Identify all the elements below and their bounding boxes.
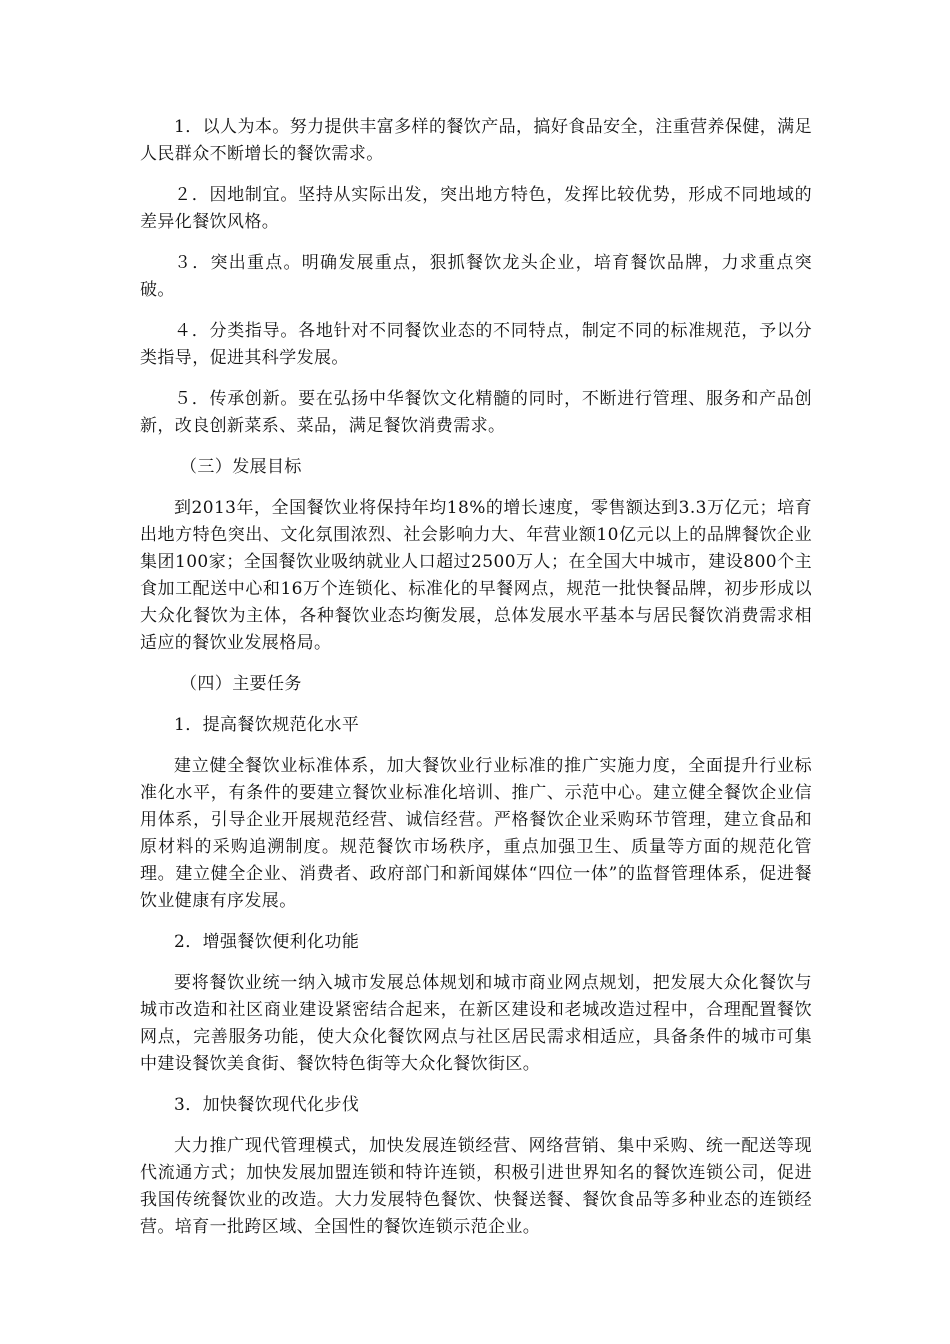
- goals-paragraph: 到2013年，全国餐饮业将保持年均18%的增长速度，零售额达到3.3万亿元；培育出地方特色突出、文化氛围浓烈、社会影响力大、年营业额10亿元以上的品牌餐饮企业集团100家；全国餐饮业吸纳就业人口超过2500万人；在全国大中城市，建设800个主食加工配送中心和16万个连锁化、标准化的早餐网点，规范一批快餐品牌，初步形成以大众化餐饮为主体，各种餐饮业态均衡发展，总体发展水平基本与居民餐饮消费需求相适应的餐饮业发展格局。: [140, 498, 812, 653]
- principle-paragraph: ２．因地制宜。坚持从实际出发，突出地方特色，发挥比较优势，形成不同地域的差异化餐饮风格。: [140, 185, 812, 232]
- principle-paragraph: ５．传承创新。要在弘扬中华餐饮文化精髓的同时，不断进行管理、服务和产品创新，改良创新菜系、菜品，满足餐饮消费需求。: [140, 389, 812, 436]
- principle-paragraph: 1．以人为本。努力提供丰富多样的餐饮产品，搞好食品安全，注重营养保健，满足人民群众不断增长的餐饮需求。: [140, 117, 812, 164]
- section-heading-tasks: （四）主要任务: [180, 674, 302, 694]
- document-page: [140, 114, 812, 1241]
- task-title: 2．增强餐饮便利化功能: [174, 932, 360, 952]
- task-title: 1．提高餐饮规范化水平: [174, 715, 360, 735]
- principle-paragraph: ４．分类指导。各地针对不同餐饮业态的不同特点，制定不同的标准规范，予以分类指导，促进其科学发展。: [140, 321, 812, 368]
- task-paragraph: 大力推广现代管理模式，加快发展连锁经营、网络营销、集中采购、统一配送等现代流通方式；加快发展加盟连锁和特许连锁，积极引进世界知名的餐饮连锁公司，促进我国传统餐饮业的改造。大力发展特色餐饮、快餐送餐、餐饮食品等多种业态的连锁经营。培育一批跨区域、全国性的餐饮连锁示范企业。: [140, 1136, 812, 1237]
- principle-paragraph: ３．突出重点。明确发展重点，狠抓餐饮龙头企业，培育餐饮品牌，力求重点突破。: [140, 253, 812, 300]
- section-heading-goals: （三）发展目标: [180, 457, 302, 477]
- task-paragraph: 要将餐饮业统一纳入城市发展总体规划和城市商业网点规划，把发展大众化餐饮与城市改造和社区商业建设紧密结合起来，在新区建设和老城改造过程中，合理配置餐饮网点，完善服务功能，使大众化餐饮网点与社区居民需求相适应，具备条件的城市可集中建设餐饮美食街、餐饮特色街等大众化餐饮街区。: [140, 973, 812, 1074]
- task-paragraph: 建立健全餐饮业标准体系，加大餐饮业行业标准的推广实施力度，全面提升行业标准化水平，有条件的要建立餐饮业标准化培训、推广、示范中心。建立健全餐饮企业信用体系，引导企业开展规范经营、诚信经营。严格餐饮企业采购环节管理，建立食品和原材料的采购追溯制度。规范餐饮市场秩序，重点加强卫生、质量等方面的规范化管理。建立健全企业、消费者、政府部门和新闻媒体“四位一体”的监督管理体系，促进餐饮业健康有序发展。: [140, 756, 812, 911]
- task-title: 3．加快餐饮现代化步伐: [174, 1095, 360, 1115]
